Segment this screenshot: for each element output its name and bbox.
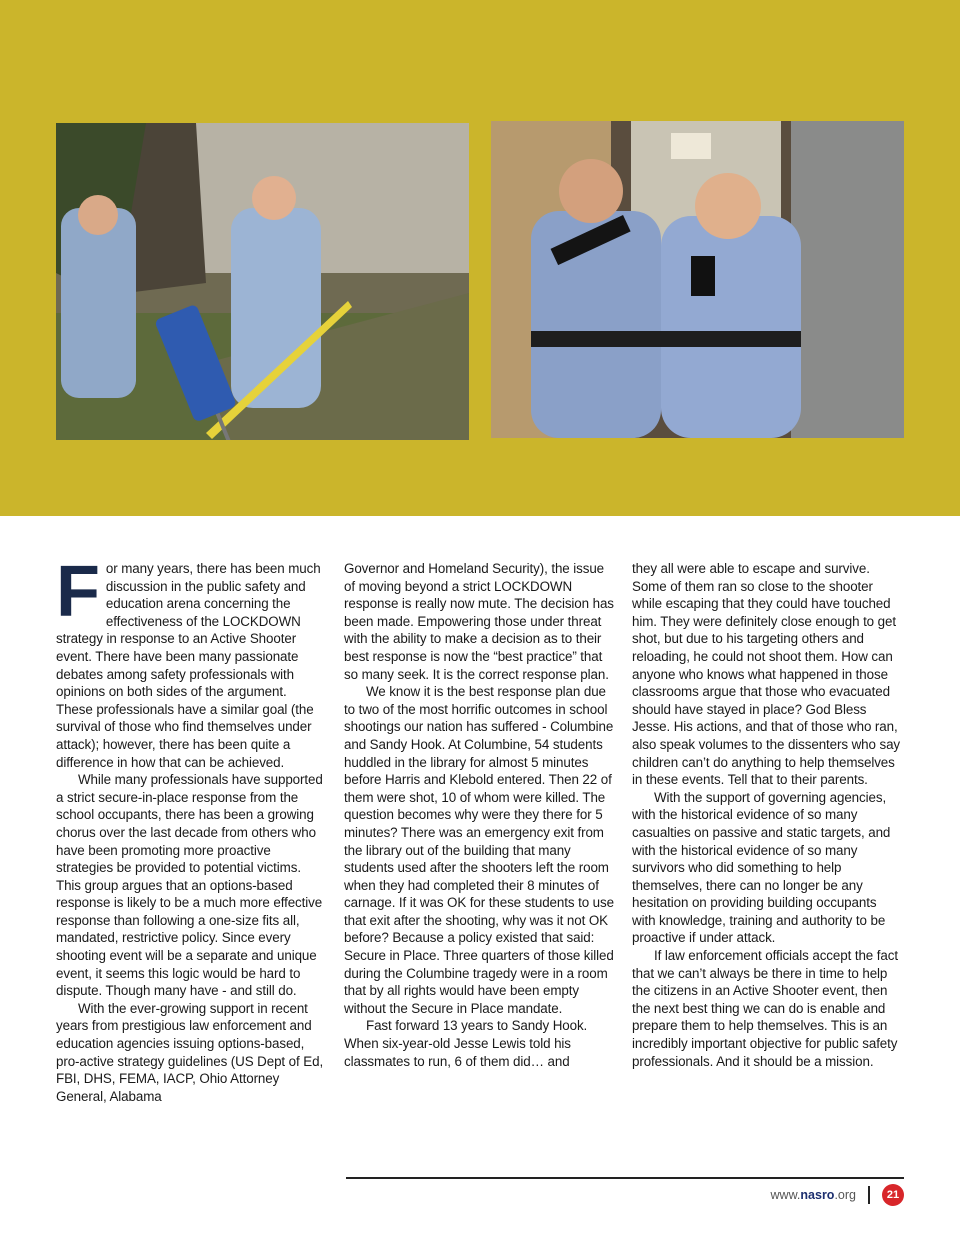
page-footer <box>771 1184 904 1206</box>
paragraph: We know it is the best response plan due to two of the most horrific outcomes in school shootings our nation has suffered - Columbine and Sandy Hook. At Columbine, 54 students huddled in the library for almost 5 minutes before Harris and Klebold entered. Then 22 of them were shot, 10 of whom were killed. The question becomes why were they there for 5 minutes? There was an emergency exit from the library out of the building that many students used after the shooters left the room when they had completed their 8 minutes of carnage. If it was OK for these students to use that exit after the shooting, why was it not OK before? Because a policy existed that said: Secure in Place. Three quarters of those killed during the Columbine tragedy were in a room that by all rights would have been empty without the Secure in Place mandate. <box>344 684 614 1016</box>
article-column-3 <box>632 560 902 1105</box>
drop-cap: F <box>56 552 100 632</box>
paragraph-text: or many years, there has been much discussion in the public safety and education arena concerning the effectiveness of the LOCKDOWN strategy in response to an Active Shooter event. There have been many passionate debates among safety professionals with opinions on both sides of the argument. These professionals have a similar goal (the survival of those who find themselves under attack); however, there has been quite a difference in how that can be achieved. <box>56 561 321 770</box>
officers-drawing-weapons-photo <box>491 121 904 438</box>
article-column-1 <box>56 552 326 1105</box>
paragraph: With the ever-growing support in recent years from prestigious law enforcement and education agencies issuing options-based, pro-active strategy guidelines (US Dept of Ed, FBI, DHS, FEMA, IACP, Ohio Attorney General, Alabama <box>56 1000 324 1104</box>
website-link[interactable] <box>771 1188 856 1202</box>
paragraph: Governor and Homeland Security), the issue of moving beyond a strict LOCKDOWN response is really now mute. The decision has been made. Empowering those under threat with the ability to make a decision as to their best response is now the “best practice” that so many seek. It is the correct response plan. <box>344 561 614 682</box>
paragraph: Fast forward 13 years to Sandy Hook. When six-year-old Jesse Lewis told his classmates to run, 6 of them did… and <box>344 1018 588 1069</box>
site-prefix: www. <box>770 1188 801 1202</box>
paragraph: With the support of governing agencies, with the historical evidence of so many casualties on passive and static targets, and with the historical evidence of so many survivors who did something to help themselves, there can no longer be any hesitation on providing building occupants with knowledge, training and authority to be proactive if under attack. <box>632 789 891 946</box>
paragraph: While many professionals have supported a strict secure-in-place response from the school occupants, there has been a growing chorus over the last decade from others who have been promoting more proactive strategies be provided to potential victims. This group argues that an options-based response is likely to be a much more effective response than following a one-size fits all, mandated, restrictive policy. Since every shooting event will be a separate and unique event, it seems this logic would be hard to dispute. Though many have - and still do. <box>56 772 323 999</box>
site-brand: nasro <box>800 1188 835 1202</box>
footer-rule <box>346 1177 904 1179</box>
footer-divider <box>868 1186 870 1204</box>
article-body <box>56 552 904 1105</box>
paragraph: If law enforcement officials accept the fact that we can’t always be there in time to help the citizens in an Active Shooter event, then the next best thing we can do is enable and prepare them to help themselves. This is an incredibly important objective for public safety professionals. And it should be a mission. <box>632 948 898 1069</box>
page-number-badge: 21 <box>882 1184 904 1206</box>
paragraph <box>56 552 326 771</box>
site-suffix: .org <box>834 1188 856 1202</box>
officers-taping-crime-scene-photo <box>56 123 469 440</box>
article-column-2 <box>344 560 614 1105</box>
paragraph: they all were able to escape and survive. Some of them ran so close to the shooter while escaping that they could have touched him. They were definitely close enough to get shot, but due to his targeting others and reloading, he could not shoot them. How can anyone who knows what happened in those classrooms argue that those who evacuated should have stayed in place? God Bless Jesse. His actions, and that of those who ran, also speak volumes to the dissenters who say children can’t do anything to help themselves in these events. Tell that to their parents. <box>632 561 901 788</box>
